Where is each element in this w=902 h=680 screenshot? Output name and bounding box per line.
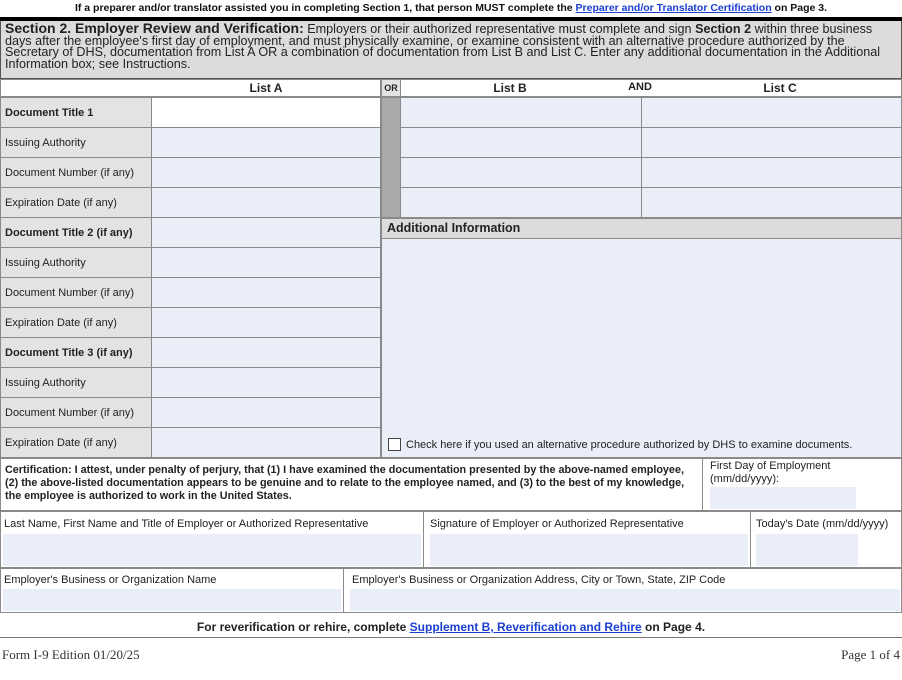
row-label: Issuing Authority [0, 127, 152, 158]
or-gray-bar [381, 97, 401, 218]
list-a-field[interactable] [151, 367, 381, 398]
first-day-field[interactable] [710, 487, 856, 509]
notice-prefix: If a preparer and/or translator assisted you in completing Section 1, that person MUST complete the [74, 2, 576, 14]
list-b-document-number[interactable] [400, 157, 642, 188]
signature-label: Signature of Employer or Authorized Representative [430, 518, 684, 530]
row-label: Expiration Date (if any) [0, 307, 152, 338]
row-label: Document Number (if any) [0, 397, 152, 428]
row-label: Issuing Authority [0, 247, 152, 278]
page-number: Page 1 of 4 [841, 647, 900, 662]
additional-info-field[interactable] [381, 238, 902, 458]
list-b-expiration-date[interactable] [400, 187, 642, 218]
reverification-prefix: For reverification or rehire, complete [196, 620, 410, 634]
list-a-field[interactable] [151, 427, 381, 458]
certification-statement: Certification: I attest, under penalty of perjury, that (1) I have examined the documentation presented by the above-named employee, (2) the above-listed documentation appears to be genuine and to relate to the employee named, and (3) to the best of my knowledge, the employee is authorized to work in the United States. [0, 458, 703, 511]
list-a-field[interactable] [151, 217, 381, 248]
row-label: Document Number (if any) [0, 157, 152, 188]
notice-suffix: on Page 3. [771, 2, 828, 14]
section2-text-bold: Section 2 [695, 22, 752, 36]
alternative-procedure-row [388, 438, 852, 451]
alternative-procedure-checkbox[interactable] [388, 438, 401, 451]
business-name-field[interactable] [3, 589, 341, 611]
footer-rule [0, 637, 902, 638]
section2-heading: Section 2. Employer Review and Verification: [5, 20, 304, 36]
section2-text-b: within three business days after the employee's first day of employment, and must physically examine, or examine consistent with an alternative procedure authorized by the Secretary of DHS, documentation from List A OR a combination of documentation from List B and List C. Enter any additional documentation in the Additional Information box; see Instructions. [5, 22, 881, 71]
representative-name-field[interactable] [3, 534, 421, 566]
row-label: Expiration Date (if any) [0, 427, 152, 458]
alternative-procedure-label: Check here if you used an alternative procedure authorized by DHS to examine documents. [406, 438, 853, 451]
list-a-field[interactable] [151, 277, 381, 308]
todays-date-label: Today's Date (mm/dd/yyyy) [756, 518, 889, 530]
list-c-issuing-authority[interactable] [641, 127, 902, 158]
list-b-heading: List B [493, 81, 527, 95]
list-b-document-title[interactable] [400, 97, 642, 128]
additional-info-title: Additional Information [381, 218, 902, 239]
todays-date-field[interactable] [756, 534, 858, 566]
row-label: Document Title 3 (if any) [0, 337, 152, 368]
business-address-field[interactable] [350, 589, 900, 611]
supplement-b-link[interactable]: Supplement B, Reverification and Rehire [409, 620, 642, 634]
list-a-field[interactable] [151, 127, 381, 158]
business-name-label: Employer's Business or Organization Name [4, 574, 217, 586]
list-a-field[interactable] [151, 307, 381, 338]
signature-field[interactable] [430, 534, 748, 566]
reverification-suffix: on Page 4. [641, 620, 706, 634]
list-c-heading: List C [763, 81, 797, 95]
row-label: Document Number (if any) [0, 277, 152, 308]
list-a-field[interactable] [151, 337, 381, 368]
section2-text-a: Employers or their authorized representative must complete and sign [303, 22, 696, 36]
list-c-expiration-date[interactable] [641, 187, 902, 218]
row-label: Document Title 2 (if any) [0, 217, 152, 248]
list-a-field[interactable] [151, 157, 381, 188]
section2-instructions [0, 21, 902, 79]
reverification-note [0, 620, 902, 634]
row-label: Expiration Date (if any) [0, 187, 152, 218]
first-day-label: First Day of Employment (mm/dd/yyyy): [710, 460, 831, 485]
representative-name-label: Last Name, First Name and Title of Employer or Authorized Representative [4, 518, 369, 530]
list-c-document-title[interactable] [641, 97, 902, 128]
list-a-field[interactable] [151, 187, 381, 218]
row-label: Issuing Authority [0, 367, 152, 398]
and-separator: AND [628, 81, 652, 93]
list-a-heading: List A [249, 81, 283, 95]
list-a-field[interactable] [151, 97, 381, 128]
or-separator: OR [381, 79, 401, 97]
list-a-field[interactable] [151, 397, 381, 428]
business-address-label: Employer's Business or Organization Address, City or Town, State, ZIP Code [352, 574, 726, 586]
list-b-issuing-authority[interactable] [400, 127, 642, 158]
preparer-notice [0, 0, 902, 17]
list-c-document-number[interactable] [641, 157, 902, 188]
form-edition: Form I-9 Edition 01/20/25 [2, 647, 140, 662]
preparer-certification-link[interactable]: Preparer and/or Translator Certification [575, 2, 772, 14]
row-label: Document Title 1 [0, 97, 152, 128]
list-a-field[interactable] [151, 247, 381, 278]
